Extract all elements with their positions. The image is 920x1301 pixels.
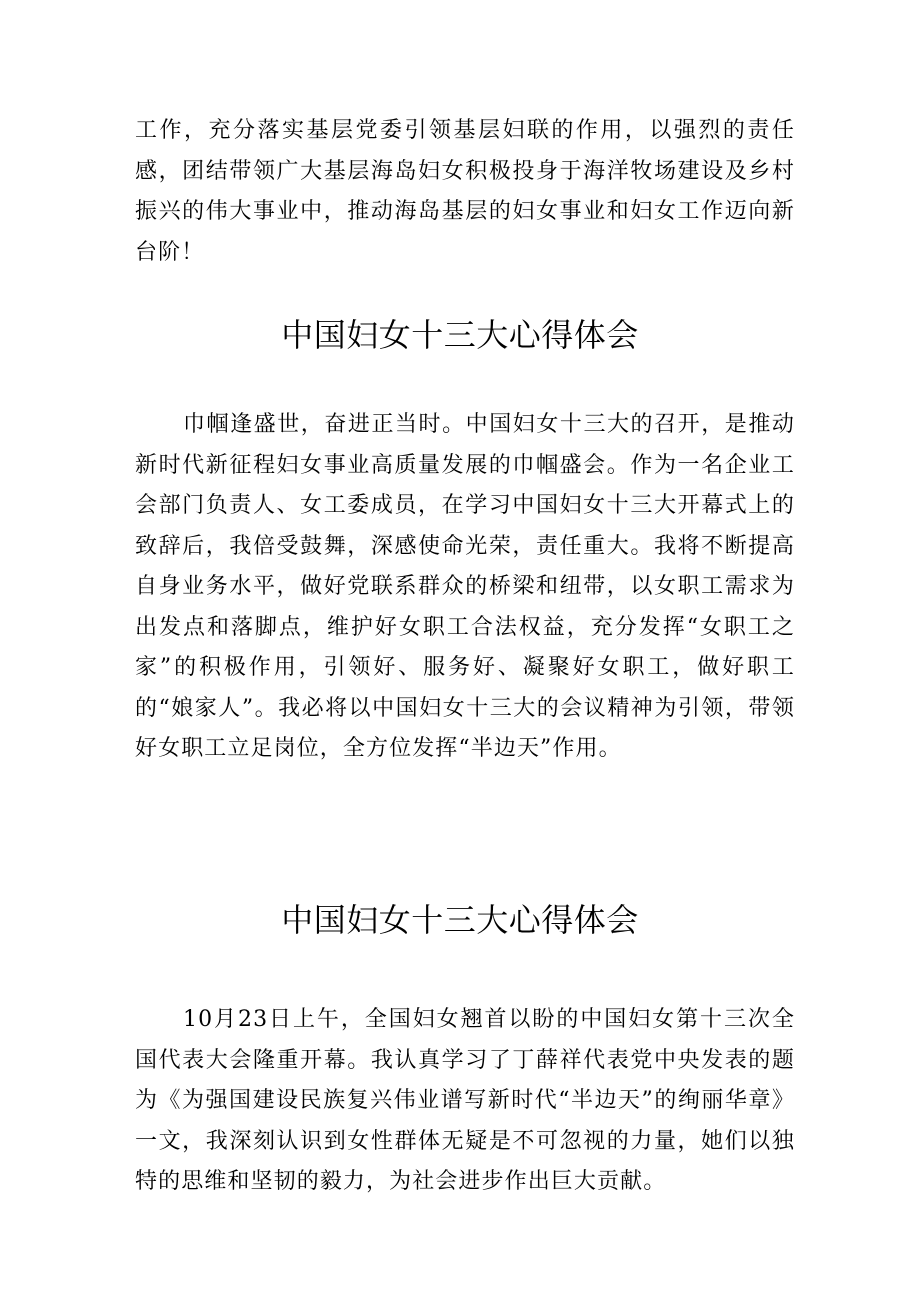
- section-title-1: 中国妇女十三大心得体会: [281, 316, 639, 354]
- section-title-2: 中国妇女十三大心得体会: [281, 901, 639, 939]
- section-body-block-1: [135, 405, 795, 770]
- section-body-2: 10月23日上午，全国妇女翘首以盼的中国妇女第十三次全国代表大会隆重开幕。我认真学习了丁薛祥代表党中央发表的题为《为强国建设民族复兴伟业谱写新时代“半边天”的绚丽华章》一文，我深刻认识到女性群体无疑是不可忽视的力量，她们以独特的思维和坚韧的毅力，为社会进步作出巨大贡献。: [135, 1007, 795, 1194]
- section-body-block-2: [135, 1000, 795, 1203]
- continuation-paragraph-block: [135, 111, 795, 273]
- section-body-1: 巾帼逢盛世，奋进正当时。中国妇女十三大的召开，是推动新时代新征程妇女事业高质量发展的巾帼盛会。作为一名企业工会部门负责人、女工委成员，在学习中国妇女十三大开幕式上的致辞后，我倍受鼓舞，深感使命光荣，责任重大。我将不断提高自身业务水平，做好党联系群众的桥梁和纽带，以女职工需求为出发点和落脚点，维护好女职工合法权益，充分发挥“女职工之家”的积极作用，引领好、服务好、凝聚好女职工，做好职工的“娘家人”。我必将以中国妇女十三大的会议精神为引领，带领好女职工立足岗位，全方位发挥“半边天”作用。: [135, 412, 795, 761]
- continuation-paragraph: 工作，充分落实基层党委引领基层妇联的作用，以强烈的责任感，团结带领广大基层海岛妇女积极投身于海洋牧场建设及乡村振兴的伟大事业中，推动海岛基层的妇女事业和妇女工作迈向新台阶！: [135, 118, 795, 265]
